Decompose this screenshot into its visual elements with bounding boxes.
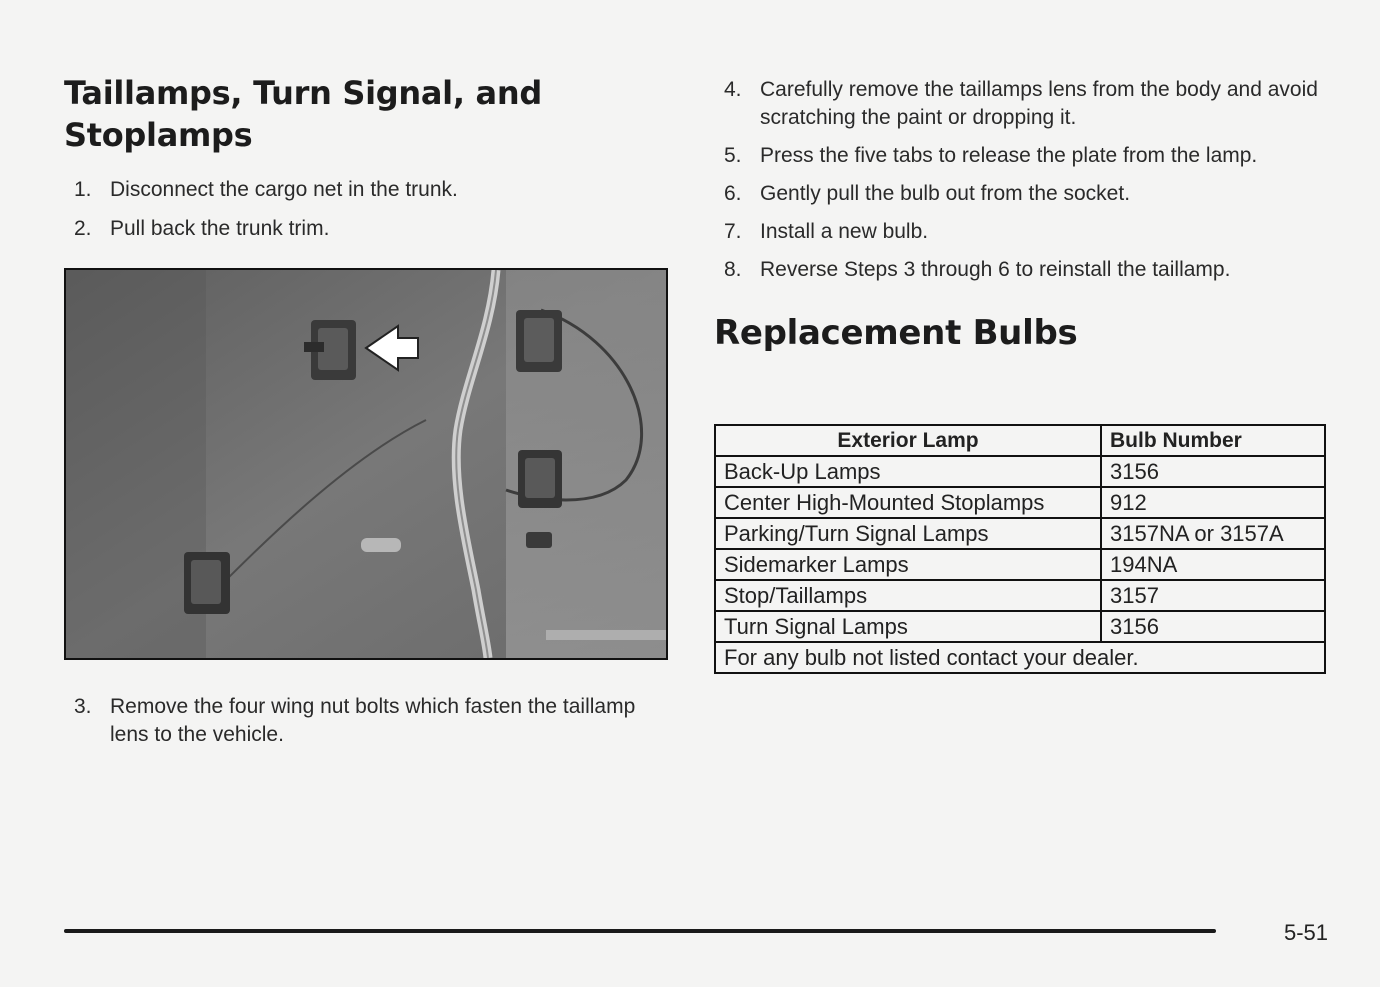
table-footer-note: For any bulb not listed contact your dealer.: [715, 642, 1325, 673]
bulb-cell: 3157: [1101, 580, 1325, 611]
lamp-cell: Parking/Turn Signal Lamps: [715, 518, 1101, 549]
replacement-bulbs-heading: Replacement Bulbs: [714, 313, 1078, 353]
step-3: [74, 693, 654, 749]
right-steps-list: [714, 76, 1329, 284]
trunk-taillamp-photo: [64, 268, 668, 660]
photo-illustration: [66, 270, 666, 658]
footer-rule: [64, 929, 1216, 933]
lamp-cell: Turn Signal Lamps: [715, 611, 1101, 642]
step-7: [724, 218, 1329, 246]
step-4: [724, 76, 1329, 132]
step-8: [724, 256, 1329, 284]
bulb-cell: 3156: [1101, 611, 1325, 642]
header-exterior-lamp: Exterior Lamp: [715, 425, 1101, 456]
step-text: Gently pull the bulb out from the socket.: [760, 182, 1131, 205]
bolt: [361, 538, 401, 552]
table-row: [715, 580, 1325, 611]
left-steps-list: [64, 176, 674, 243]
table-row: [715, 518, 1325, 549]
replacement-bulbs-table: [714, 424, 1326, 674]
step-1: [74, 176, 674, 204]
step-number: 5.: [724, 144, 742, 167]
step-text: Remove the four wing nut bolts which fasten the taillamp lens to the vehicle.: [110, 695, 636, 746]
lamp-cell: Stop/Taillamps: [715, 580, 1101, 611]
wing-nut-top-left: [304, 320, 356, 380]
step-number: 3.: [74, 695, 92, 718]
lamp-cell: Center High-Mounted Stoplamps: [715, 487, 1101, 518]
step-2: [74, 215, 674, 243]
table-row: [715, 456, 1325, 487]
page-number: 5-51: [1283, 920, 1328, 945]
lamp-cell: Sidemarker Lamps: [715, 549, 1101, 580]
left-column: [64, 72, 674, 254]
step-5: [724, 142, 1329, 170]
lamp-cell: Back-Up Lamps: [715, 456, 1101, 487]
step-text: Press the five tabs to release the plate from the lamp.: [760, 144, 1258, 167]
step-number: 2.: [74, 217, 92, 240]
bulb-cell: 3156: [1101, 456, 1325, 487]
step-number: 1.: [74, 178, 92, 201]
right-column: [714, 72, 1329, 354]
wing-nut-bottom-left: [184, 552, 230, 614]
bulb-cell: 194NA: [1101, 549, 1325, 580]
step-6: [724, 180, 1329, 208]
step-number: 8.: [724, 258, 742, 281]
table-row: [715, 549, 1325, 580]
step-text: Install a new bulb.: [760, 220, 929, 243]
taillamps-heading: Taillamps, Turn Signal, and Stoplamps: [64, 74, 542, 154]
table-row: [715, 611, 1325, 642]
step-3-block: [74, 693, 654, 749]
table-header-row: [715, 425, 1325, 456]
step-text: Reverse Steps 3 through 6 to reinstall the taillamp.: [760, 258, 1231, 281]
step-number: 4.: [724, 78, 742, 101]
step-text: Carefully remove the taillamps lens from the body and avoid scratching the paint or dropping it.: [760, 78, 1318, 129]
step-text: Disconnect the cargo net in the trunk.: [110, 178, 458, 201]
step-number: 7.: [724, 220, 742, 243]
bulb-cell: 3157NA or 3157A: [1101, 518, 1325, 549]
wing-nut-top-right: [516, 310, 562, 372]
bulb-cell: 912: [1101, 487, 1325, 518]
step-number: 6.: [724, 182, 742, 205]
table-footer-row: [715, 642, 1325, 673]
header-bulb-number: Bulb Number: [1101, 425, 1325, 456]
table-row: [715, 487, 1325, 518]
step-text: Pull back the trunk trim.: [110, 217, 330, 240]
